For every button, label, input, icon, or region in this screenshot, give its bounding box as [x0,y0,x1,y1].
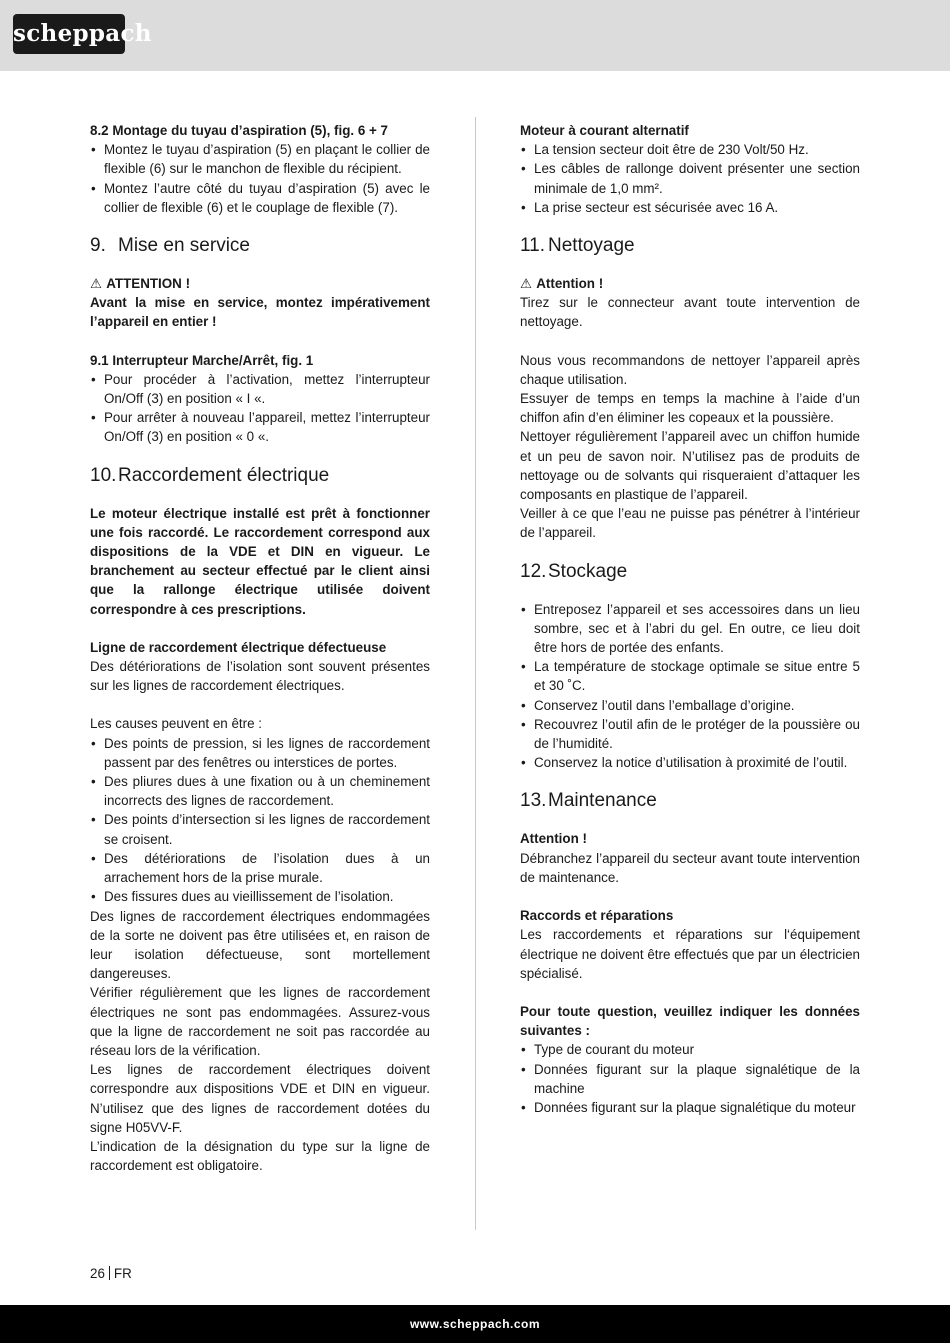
warning-heading [520,274,860,293]
list-item: • Montez le tuyau d’aspiration (5) en plaçant le collier de flexible (6) sur le manchon de flexible du récipient. [90,140,430,178]
list-item: • Pour procéder à l’activation, mettez l’interrupteur On/Off (3) en position « I «. [90,370,430,408]
maintenance-list [520,1040,860,1117]
list-item: • Des détériorations de l’isolation dues à un arrachement hors de la prise murale. [90,849,430,887]
list-item: • Pour arrêter à nouveau l’appareil, mettez l’interrupteur On/Off (3) en position « 0 «. [90,408,430,446]
list-item: • Des pliures dues à une fixation ou à un cheminement incorrects des lignes de raccordement. [90,772,430,810]
repair-text: Les raccordements et réparations sur l‘équipement électrique ne doivent être effectués que par un électricien spécialisé. [520,927,860,981]
section-11-title: Nettoyage [548,235,635,257]
right-column [520,121,860,1117]
list-item: • La prise secteur est sécurisée avec 16 A. [520,198,860,217]
section-10-title: Raccordement électrique [118,464,330,486]
question-text: Pour toute question, veuillez indiquer les données suivantes : [520,1003,860,1039]
section-11-heading [520,234,860,258]
list-item: • Des points d’intersection si les lignes de raccordement se croisent. [90,810,430,848]
warning-icon: ⚠ [520,276,533,292]
section-9-heading [90,234,430,258]
page-separator [109,1266,110,1280]
defect-text: Des détériorations de l’isolation sont souvent présentes sur les lignes de raccordement électriques. [90,659,430,694]
list-item: • Des points de pression, si les lignes de raccordement passent par des fenêtres ou interstices de portes. [90,734,430,772]
warning-text: Tirez sur le connecteur avant toute intervention de nettoyage. [520,295,860,330]
left-column [90,121,430,1175]
section-8-2-title: 8.2 Montage du tuyau d’aspiration (5), fig. 6 + 7 [90,123,388,138]
warning-heading [90,274,430,293]
warning-icon: ⚠ [90,276,103,292]
attention-title: Attention ! [520,831,587,847]
section-12-heading [520,560,860,584]
list-item: • Type de courant du moteur [520,1040,860,1059]
causes-list [90,734,430,907]
paragraph: Des lignes de raccordement électriques endommagées de la sorte ne doivent pas être utilisées et, en raison de leur isolation défectueuse, sont mortellement dangereuses. [90,908,430,982]
list-item: • La température de stockage optimale se situe entre 5 et 30 ˚C. [520,657,860,695]
section-9-1-title: 9.1 Interrupteur Marche/Arrêt, fig. 1 [90,352,314,368]
section-9-title: Mise en service [118,235,250,257]
section-9-1-list [90,370,430,447]
list-item: • Données figurant sur la plaque signalétique du moteur [520,1098,860,1117]
paragraph: Vérifier régulièrement que les lignes de raccordement électriques ne sont pas endommagées. Assurez-vous que la ligne de raccordement ne soit pas raccordée au réseau lors de la vérification. [90,985,430,1058]
list-item: • Recouvrez l’outil afin de le protéger de la poussière ou de l’humidité. [520,715,860,753]
page-number-value: 26 [90,1266,105,1281]
scheppach-logo: scheppach [13,14,125,54]
repair-title: Raccords et réparations [520,908,674,924]
paragraph: Veiller à ce que l’eau ne puisse pas pénétrer à l’intérieur de l’appareil. [520,506,860,541]
motor-title: Moteur à courant alternatif [520,123,689,138]
list-item: • Conservez la notice d’utilisation à proximité de l’outil. [520,753,860,772]
defect-title: Ligne de raccordement électrique défectueuse [90,639,387,655]
section-10-number: 10. [90,464,117,486]
list-item: • Montez l’autre côté du tuyau d’aspiration (5) avec le collier de flexible (6) et le couplage de flexible (7). [90,179,430,217]
section-13-title: Maintenance [548,790,657,812]
list-item: • Entreposez l’appareil et ses accessoires dans un lieu sombre, sec et à l’abri du gel. En outre, ce lieu doit être hors de portée des enfants. [520,600,860,658]
section-12-title: Stockage [548,560,628,582]
warning-title: Attention ! [536,276,604,292]
list-item: • La tension secteur doit être de 230 Volt/50 Hz. [520,140,860,159]
warning-title: ATTENTION ! [106,276,191,292]
list-item: • Conservez l’outil dans l’emballage d’origine. [520,696,860,715]
section-8-2-list [90,140,430,217]
storage-list [520,600,860,773]
section-10-heading [90,464,430,488]
section-13-heading [520,789,860,813]
language-code: FR [113,1266,132,1281]
list-item: • Des fissures dues au vieillissement de l’isolation. [90,887,430,906]
list-item: • Données figurant sur la plaque signalétique de la machine [520,1060,860,1098]
section-10-intro: Le moteur électrique installé est prêt à fonctionner une fois raccordé. Le raccordement correspond aux dispositions de la VDE et DIN en vigueur. Le branchement au secteur effectué par le client ainsi que la rallonge électrique utilisée doivent correspondre à ces prescriptions. [90,505,430,617]
attention-text: Débranchez l’appareil du secteur avant toute intervention de maintenance. [520,850,860,885]
paragraph: Les lignes de raccordement électriques doivent correspondre aux dispositions VDE et DIN en vigueur. N’utilisez que des lignes de raccordement dotées du signe H05VV-F. [90,1062,430,1135]
paragraph: Nous vous recommandons de nettoyer l’appareil après chaque utilisation. [520,352,860,387]
motor-list [520,140,860,217]
section-13-number: 13. [520,790,547,812]
page-number [90,1265,132,1283]
column-divider [475,117,476,1230]
paragraph: L’indication de la désignation du type sur la ligne de raccordement est obligatoire. [90,1138,430,1174]
list-item: • Les câbles de rallonge doivent présenter une section minimale de 1,0 mm². [520,159,860,197]
paragraph: Nettoyer régulièrement l’appareil avec un chiffon humide et un peu de savon noir. N’utilisez pas de produits de nettoyage ou de solvants qui risqueraient d’attaquer les composants en plastique de l’appareil. [520,429,860,503]
section-12-number: 12. [520,560,547,582]
footer-url[interactable]: www.scheppach.com [409,1317,541,1331]
paragraph: Essuyer de temps en temps la machine à l’aide d’un chiffon afin d’en éliminer les copeaux et la poussière. [520,391,860,426]
section-11-number: 11. [520,235,546,257]
section-9-number: 9. [90,235,106,257]
warning-text: Avant la mise en service, montez impérativement l’appareil en entier ! [90,295,430,330]
causes-intro: Les causes peuvent en être : [90,716,262,732]
